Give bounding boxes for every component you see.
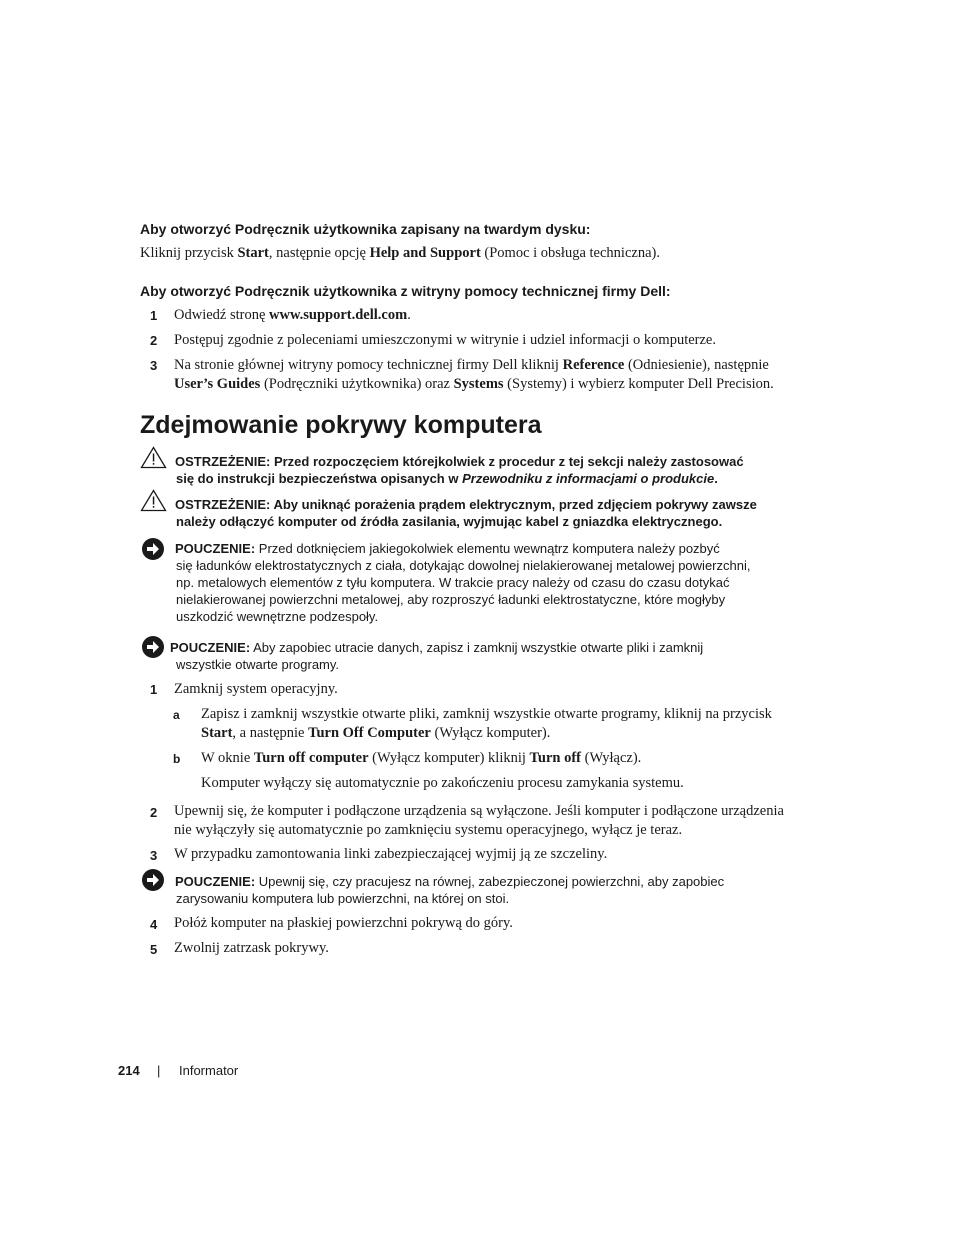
step-number: 3 bbox=[150, 848, 158, 863]
substep-note: Komputer wyłączy się automatycznie po zakończeniu procesu zamykania systemu. bbox=[201, 775, 684, 791]
step-text: Postępuj zgodnie z poleceniami umieszczonymi w witrynie i udziel informacji o komputerze. bbox=[174, 332, 716, 348]
step-number: 2 bbox=[150, 805, 158, 820]
step-number: 1 bbox=[150, 308, 158, 323]
warning-text-continued: należy odłączyć komputer od źródła zasilania, wyjmując kabel z gniazdka elektrycznego. bbox=[176, 514, 723, 529]
step-text: Połóż komputer na płaskiej powierzchni pokrywą do góry. bbox=[174, 915, 513, 931]
paragraph-hard-drive: Kliknij przycisk Start, następnie opcję Help and Support (Pomoc i obsługa techniczna). bbox=[140, 245, 660, 261]
warning-text: OSTRZEŻENIE: Aby uniknąć porażenia prądem elektrycznym, przed zdjęciem pokrywy zawsze bbox=[175, 497, 757, 512]
notice-text-line: wszystkie otwarte programy. bbox=[176, 657, 340, 672]
step-text: Zwolnij zatrzask pokrywy. bbox=[174, 940, 329, 956]
notice-text-line: się ładunków elektrostatycznych z ciała, dotykając dowolnej nielakierowanej metalowej powierzchni, bbox=[176, 558, 751, 573]
notice-text: POUCZENIE: Aby zapobiec utracie danych, zapisz i zamknij wszystkie otwarte pliki i zamknij bbox=[170, 640, 704, 655]
step-text: Zamknij system operacyjny. bbox=[174, 681, 338, 697]
step-text: Na stronie głównej witryny pomocy technicznej firmy Dell kliknij Reference (Odniesienie), następnie bbox=[174, 357, 769, 373]
substep-letter: b bbox=[173, 752, 181, 766]
substep-text-continued: Start, a następnie Turn Off Computer (Wyłącz komputer). bbox=[201, 725, 551, 741]
substep-text: W oknie Turn off computer (Wyłącz komputer) kliknij Turn off (Wyłącz). bbox=[201, 750, 642, 766]
warning-triangle-icon bbox=[140, 489, 167, 512]
notice-arrow-icon bbox=[141, 537, 165, 561]
notice-arrow-icon bbox=[141, 635, 165, 659]
notice-text-line: np. metalowych elementów z tyłu komputera. W trakcie pracy należy od czasu do czasu dotykać bbox=[176, 575, 730, 590]
substep-text: Zapisz i zamknij wszystkie otwarte pliki, zamknij wszystkie otwarte programy, kliknij na przycisk bbox=[201, 706, 772, 722]
footer-separator: | bbox=[157, 1063, 161, 1078]
step-number: 2 bbox=[150, 333, 158, 348]
step-number: 5 bbox=[150, 942, 158, 957]
substep-letter: a bbox=[173, 708, 180, 722]
step-text-continued: User’s Guides (Podręczniki użytkownika) oraz Systems (Systemy) i wybierz komputer Dell Precision. bbox=[174, 376, 774, 392]
step-number: 4 bbox=[150, 917, 158, 932]
notice-text-line: zarysowaniu komputera lub powierzchni, na której on stoi. bbox=[176, 891, 510, 906]
page-number: 214 bbox=[118, 1063, 140, 1078]
warning-triangle-icon bbox=[140, 446, 167, 469]
step-text: Upewnij się, że komputer i podłączone urządzenia są wyłączone. Jeśli komputer i podłączone urządzenia bbox=[174, 803, 784, 819]
notice-text: POUCZENIE: Przed dotknięciem jakiegokolwiek elementu wewnątrz komputera należy pozbyć bbox=[175, 541, 720, 556]
footer-document-name: Informator bbox=[179, 1063, 239, 1078]
step-text-continued: nie wyłączyły się automatycznie po zamknięciu systemu operacyjnego, wyłącz je teraz. bbox=[174, 822, 683, 838]
notice-text-line: uszkodzić wewnętrzne podzespoły. bbox=[176, 609, 379, 624]
page-title: Zdejmowanie pokrywy komputera bbox=[140, 411, 542, 439]
warning-text: OSTRZEŻENIE: Przed rozpoczęciem którejkolwiek z procedur z tej sekcji należy zastosować bbox=[175, 454, 744, 469]
notice-text: POUCZENIE: Upewnij się, czy pracujesz na równej, zabezpieczonej powierzchni, aby zapobiec bbox=[175, 874, 725, 889]
notice-arrow-icon bbox=[141, 868, 165, 892]
section-heading-dell-support: Aby otworzyć Podręcznik użytkownika z witryny pomocy technicznej firmy Dell: bbox=[140, 283, 671, 299]
step-text: Odwiedź stronę www.support.dell.com. bbox=[174, 307, 411, 323]
step-text: W przypadku zamontowania linki zabezpieczającej wyjmij ją ze szczeliny. bbox=[174, 846, 608, 862]
notice-text-line: nielakierowanej powierzchni metalowej, aby rozproszyć ładunki elektrostatyczne, które mogłyby bbox=[176, 592, 726, 607]
section-heading-hard-drive: Aby otworzyć Podręcznik użytkownika zapisany na twardym dysku: bbox=[140, 221, 591, 237]
step-number: 1 bbox=[150, 682, 158, 697]
warning-text-continued: się do instrukcji bezpieczeństwa opisanych w Przewodniku z informacjami o produkcie. bbox=[176, 471, 718, 486]
step-number: 3 bbox=[150, 358, 158, 373]
